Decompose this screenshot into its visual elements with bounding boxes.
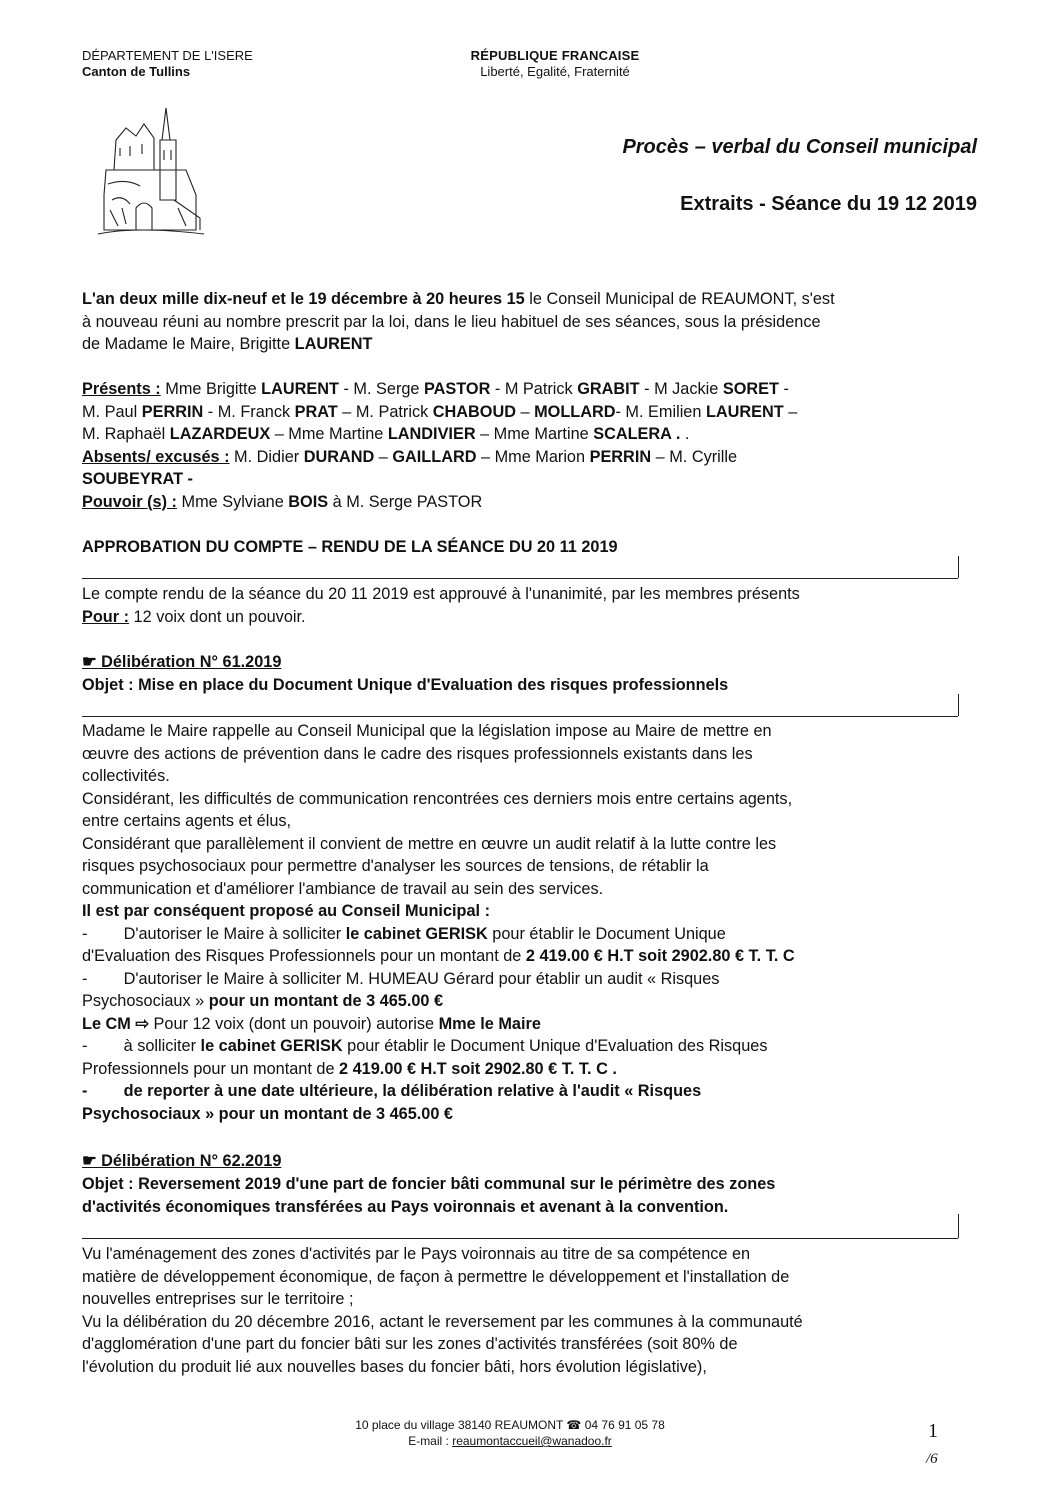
intro-date: L'an deux mille dix-neuf et le 19 décembre à 20 heures 15 — [82, 290, 525, 308]
attendance-section — [82, 378, 958, 513]
deliberation-62-objet: Objet : Reversement 2019 d'une part de foncier bâti communal sur le périmètre des zones d'activités économiques transférées au Pays voironnais et avenant à la convention. — [82, 1175, 776, 1216]
session-subtitle: Extraits - Séance du 19 12 2019 — [680, 193, 977, 215]
divider-tick — [958, 556, 959, 578]
page-title: Procès – verbal du Conseil municipal — [622, 136, 977, 158]
absents-line-2: SOUBEYRAT - — [82, 470, 193, 488]
presents-line-1: Présents : Mme Brigitte LAURENT - M. Serge PASTOR - M Patrick GRABIT - M Jackie SORET - — [82, 380, 789, 398]
divider — [82, 716, 958, 717]
republic-motto: Liberté, Egalité, Fraternité — [480, 64, 630, 79]
pouvoir-line: Pouvoir (s) : Mme Sylviane BOIS à M. Serge PASTOR — [82, 492, 483, 511]
page-total: /6 — [926, 1451, 938, 1467]
department-block — [82, 48, 253, 80]
approbation-text: Le compte rendu de la séance du 20 11 2019 est approuvé à l'unanimité, par les membres présents Pour : 12 voix dont un pouvoir. — [82, 585, 800, 626]
divider — [82, 1238, 958, 1239]
divider-tick — [958, 1214, 959, 1238]
footer-address-block — [280, 1417, 740, 1449]
presents-line-2: M. Paul PERRIN - M. Franck PRAT – M. Patrick CHABOUD – MOLLARD- M. Emilien LAURENT – — [82, 402, 798, 421]
absents-line: Absents/ excusés : M. Didier DURAND – GAILLARD – Mme Marion PERRIN – M. Cyrille — [82, 447, 738, 466]
footer-email-line: E-mail : reaumontaccueil@wanadoo.fr — [408, 1434, 612, 1448]
deliberation-61-heading: ☛ Délibération N° 61.2019 — [82, 653, 282, 671]
intro-paragraph: L'an deux mille dix-neuf et le 19 décembre à 20 heures 15 le Conseil Municipal de REAUMONT, s'est à nouveau réuni au nombre prescrit par la loi, dans le lieu habituel de ses séances, sous la présidence de Madame le Maire, Brigitte LAURENT — [82, 290, 835, 353]
divider — [82, 578, 958, 579]
deliberation-62-body: Vu l'aménagement des zones d'activités par le Pays voironnais au titre de sa compétence en matière de développement économique, de façon à permettre le développement et l'installation de nouvelles entreprises sur le territoire ; Vu la délibération du 20 décembre 2016, actant le reversement par les communes à la communauté d'agglomération d'une part du foncier bâti sur les zones d'activités transférées (soit 80% de l'évolution du produit lié aux nouvelles bases du foncier bâti, hors évolution législative), — [82, 1245, 803, 1376]
footer-address: 10 place du village 38140 REAUMONT ☎ 04 76 91 05 78 — [355, 1418, 665, 1432]
presents-line-3: M. Raphaël LAZARDEUX – Mme Martine LANDIVIER – Mme Martine SCALERA . . — [82, 425, 690, 443]
canton-name: Canton de Tullins — [82, 64, 191, 79]
church-sketch-logo — [96, 100, 206, 240]
divider-tick — [958, 694, 959, 716]
footer-email-link[interactable]: reaumontaccueil@wanadoo.fr — [452, 1434, 612, 1448]
deliberation-62-heading: ☛ Délibération N° 62.2019 — [82, 1152, 282, 1170]
deliberation-61-body: Madame le Maire rappelle au Conseil Municipal que la législation impose au Maire de mettre en œuvre des actions de prévention dans le cadre des risques professionnels existants dans les collectivités. Considérant, les difficultés de communication rencontrées ces derniers mois entre certains agents, entre certains agents et élus, Considérant que parallèlement il convient de mettre en œuvre un audit relatif à la lutte contre les risques psychosociaux pour permettre d'analyser les sources de tensions, de rétablir la communication et d'améliorer l'ambiance de travail au sein des services. Il est par conséquent proposé au Conseil Municipal : - D'autoriser le Maire à solliciter le cabinet GERISK pour établir le Document Unique d'Evaluation des Risques Professionnels pour un montant de 2 419.00 € H.T soit 2902.80 € T. T. C - D'autoriser le Maire à solliciter M. HUMEAU Gérard pour établir un audit « Risques Psychosociaux » pour un montant de 3 465.00 € Le CM ⇨ Pour 12 voix (dont un pouvoir) autorise Mme le Maire - à solliciter le cabinet GERISK pour établir le Document Unique d'Evaluation des Risques Professionnels pour un montant de 2 419.00 € H.T soit 2902.80 € T. T. C . - de reporter à une date ultérieure, la délibération relative à l'audit « Risques Psychosociaux » pour un montant de 3 465.00 € — [82, 722, 795, 1123]
page-number: 1 — [928, 1420, 938, 1442]
department-name: DÉPARTEMENT DE L'ISERE — [82, 48, 253, 63]
republic-block — [455, 48, 655, 80]
deliberation-61-objet: Objet : Mise en place du Document Unique d'Evaluation des risques professionnels — [82, 676, 729, 694]
approbation-heading: APPROBATION DU COMPTE – RENDU DE LA SÉANCE DU 20 11 2019 — [82, 538, 618, 556]
republic-name: RÉPUBLIQUE FRANCAISE — [470, 48, 640, 63]
